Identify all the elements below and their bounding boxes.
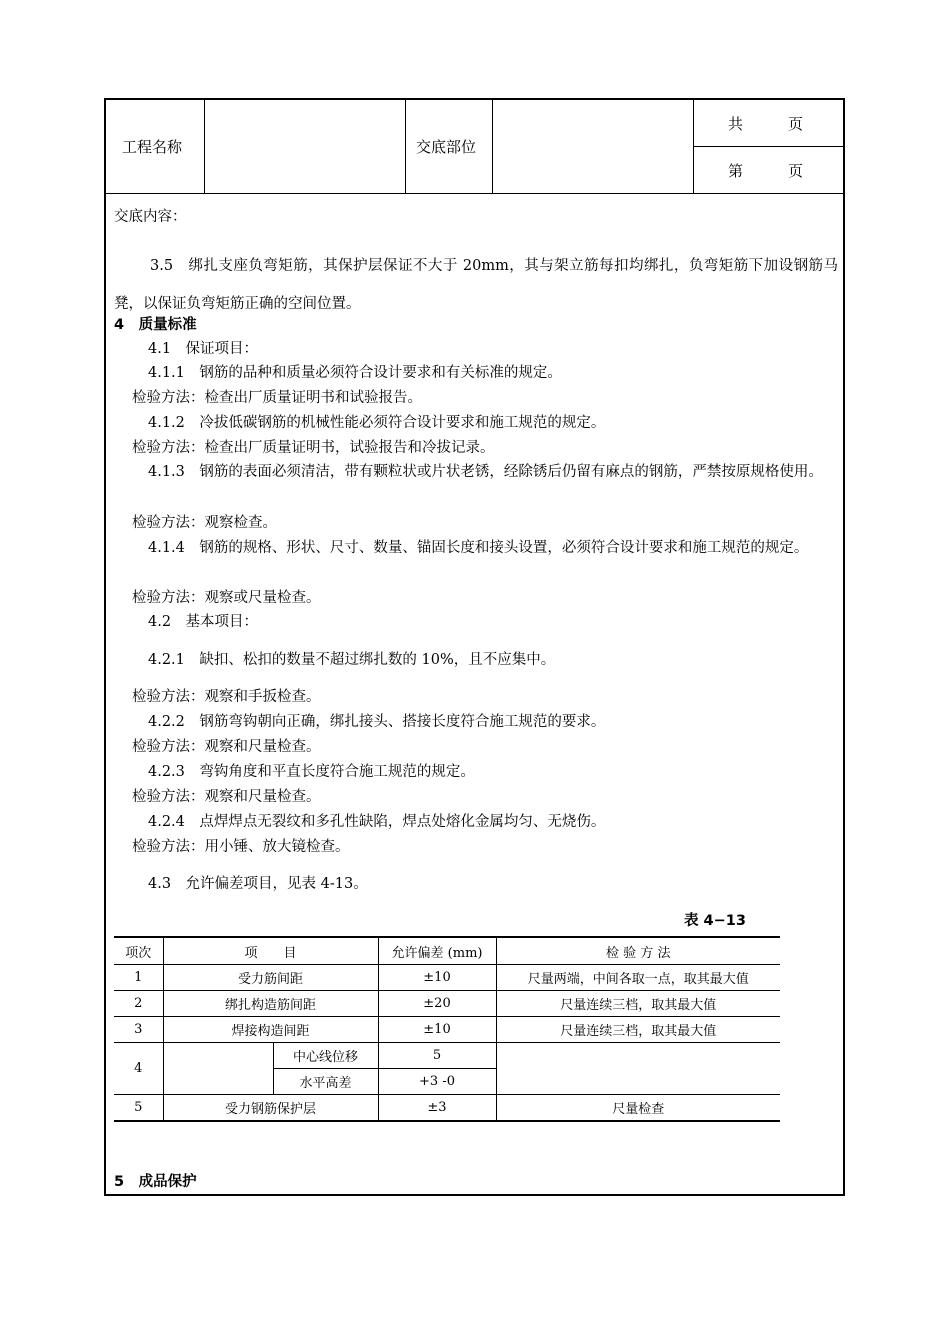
row-no: 4 [114, 1043, 163, 1095]
section-4-heading: 4 质量标准 [114, 317, 197, 333]
content-intro: 交底内容： [114, 209, 187, 225]
row-no: 5 [114, 1095, 163, 1122]
item-4-2-1: 4.2.1 缺扣、松扣的数量不超过绑扎数的 10%，且不应集中。 [148, 652, 556, 668]
item-4-1-2: 4.1.2 冷拔低碳钢筋的机械性能必须符合设计要求和施工规范的规定。 [148, 415, 606, 431]
method-4-1-3: 检验方法：观察检查。 [132, 515, 277, 531]
method-4-1-2: 检验方法：检查出厂质量证明书，试验报告和冷拔记录。 [132, 440, 495, 456]
divider [204, 100, 205, 194]
row-no: 2 [114, 991, 163, 1017]
method-4-2-2: 检验方法：观察和尺量检查。 [132, 739, 321, 755]
row-tolerance: ±20 [378, 991, 496, 1017]
form-header [106, 100, 843, 194]
row-method [496, 1043, 780, 1095]
row-no: 3 [114, 1017, 163, 1043]
row-tolerance: +3 -0 [378, 1069, 496, 1095]
table-caption: 表 4−13 [684, 913, 746, 929]
row-no: 1 [114, 965, 163, 991]
section-5-heading: 5 成品保护 [114, 1174, 197, 1190]
para-3-5: 3.5 绑扎支座负弯矩筋，其保护层保证不大于 20mm，其与架立筋每扣均绑扎，负弯矩筋下加设钢筋马凳，以保证负弯矩筋正确的空间位置。 [114, 258, 838, 312]
row-item: 受力筋间距 [163, 965, 378, 991]
row-method: 尺量连续三档，取其最大值 [496, 1017, 780, 1043]
table-row [114, 965, 780, 991]
table-row [114, 991, 780, 1017]
item-4-1-4: 4.1.4 钢筋的规格、形状、尺寸、数量、锚固长度和接头设置，必须符合设计要求和施工规范的规定。 [148, 540, 809, 556]
row-item [163, 1043, 273, 1095]
header-tolerance: 允许偏差 (mm) [378, 937, 496, 965]
row-item: 受力钢筋保护层 [163, 1095, 378, 1122]
row-method: 尺量两端，中间各取一点，取其最大值 [496, 965, 780, 991]
method-4-2-1: 检验方法：观察和手扳检查。 [132, 689, 321, 705]
table-row [114, 1017, 780, 1043]
row-item: 焊接构造间距 [163, 1017, 378, 1043]
divider [693, 100, 694, 194]
item-4-2: 4.2 基本项目： [148, 614, 259, 630]
item-4-2-4: 4.2.4 点焊焊点无裂纹和多孔性缺陷，焊点处熔化金属均匀、无烧伤。 [148, 814, 606, 830]
row-subitem: 水平高差 [273, 1069, 378, 1095]
item-4-1: 4.1 保证项目： [148, 341, 259, 357]
method-4-2-3: 检验方法：观察和尺量检查。 [132, 789, 321, 805]
row-subitem: 中心线位移 [273, 1043, 378, 1069]
method-4-1-1: 检验方法：检查出厂质量证明书和试验报告。 [132, 390, 422, 406]
method-4-1-4: 检验方法：观察或尺量检查。 [132, 590, 321, 606]
row-item: 绑扎构造筋间距 [163, 991, 378, 1017]
handover-form [104, 98, 845, 1196]
row-tolerance: ±10 [378, 1017, 496, 1043]
handover-part-label: 交底部位 [416, 138, 477, 156]
item-4-2-3: 4.2.3 弯钩角度和平直长度符合施工规范的规定。 [148, 764, 475, 780]
divider [492, 100, 493, 194]
total-pages: 共 页 [728, 115, 804, 133]
tolerance-table [114, 936, 780, 1122]
row-tolerance: ±3 [378, 1095, 496, 1122]
row-method: 尺量检查 [496, 1095, 780, 1122]
table-row [114, 1095, 780, 1122]
item-4-1-1: 4.1.1 钢筋的品种和质量必须符合设计要求和有关标准的规定。 [148, 365, 562, 381]
divider [405, 100, 406, 194]
divider [693, 146, 845, 147]
table-row [114, 1043, 780, 1069]
row-method: 尺量连续三档，取其最大值 [496, 991, 780, 1017]
item-4-3: 4.3 允许偏差项目，见表 4-13。 [148, 876, 368, 892]
header-item: 项 目 [163, 937, 378, 965]
page-number: 第 页 [728, 162, 804, 180]
table-header-row [114, 937, 780, 965]
row-tolerance: 5 [378, 1043, 496, 1069]
project-name-label: 工程名称 [122, 138, 183, 156]
row-tolerance: ±10 [378, 965, 496, 991]
method-4-2-4: 检验方法：用小锤、放大镜检查。 [132, 839, 350, 855]
item-4-2-2: 4.2.2 钢筋弯钩朝向正确，绑扎接头、搭接长度符合施工规范的要求。 [148, 714, 606, 730]
header-method: 检 验 方 法 [496, 937, 780, 965]
item-4-1-3: 4.1.3 钢筋的表面必须清洁，带有颗粒状或片状老锈，经除锈后仍留有麻点的钢筋，严禁按原规格使用。 [148, 464, 823, 480]
header-no: 项次 [114, 937, 163, 965]
